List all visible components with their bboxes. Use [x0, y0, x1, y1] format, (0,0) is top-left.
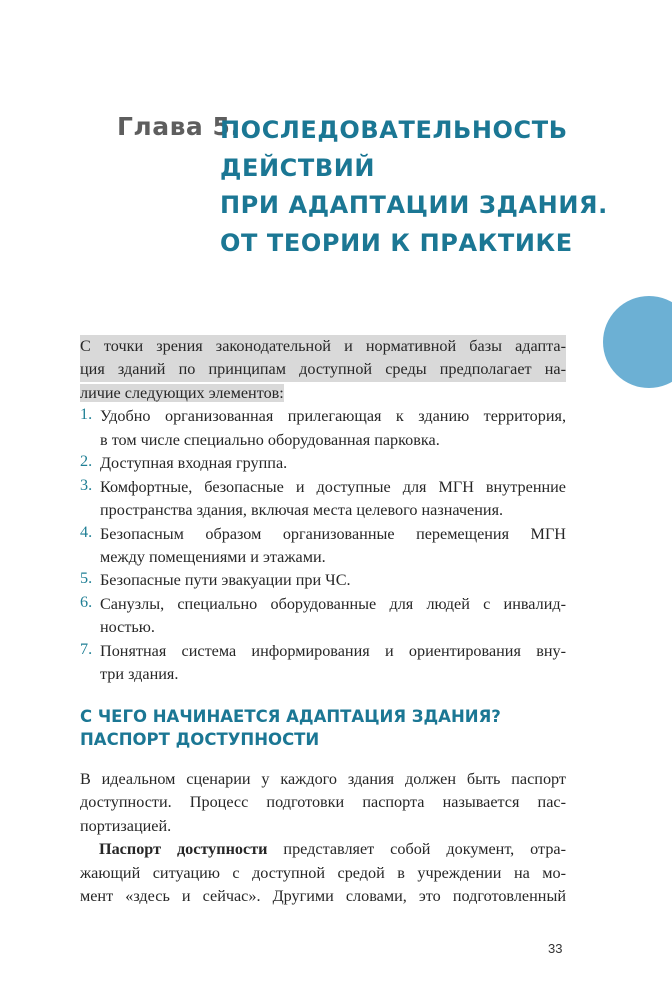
- list-number: 7.: [80, 639, 93, 658]
- list-number: 3.: [80, 475, 93, 494]
- list-item-line: ностью.: [100, 618, 155, 637]
- list-item: [80, 405, 566, 452]
- para-line: портизацией.: [80, 816, 172, 835]
- list-number: 1.: [80, 405, 93, 424]
- list-item-line: Доступная входная группа.: [100, 454, 288, 473]
- chapter-title: [220, 112, 608, 262]
- list-item-line: Понятная система информирования и ориентирования вну-: [100, 641, 566, 660]
- body-text: [80, 768, 566, 909]
- title-line: ПРИ АДАПТАЦИИ ЗДАНИЯ.: [220, 191, 608, 219]
- term-bold: Паспорт доступности: [99, 840, 268, 859]
- para-text: представляет собой документ, отра-: [267, 840, 566, 859]
- title-line: ДЕЙСТВИЙ: [220, 153, 376, 182]
- section-heading-line: ПАСПОРТ ДОСТУПНОСТИ: [80, 730, 320, 749]
- list-item: [80, 569, 566, 592]
- list-number: 5.: [80, 569, 93, 588]
- list-item-line: Удобно организованная прилегающая к зданию территория,: [100, 407, 566, 426]
- intro-line: ция зданий по принципам доступной среды предполагает на-: [80, 358, 566, 381]
- intro-block: [80, 335, 566, 687]
- list-number: 6.: [80, 592, 93, 611]
- title-line: ПОСЛЕДОВАТЕЛЬНОСТЬ: [220, 116, 568, 144]
- list-number: 2.: [80, 452, 93, 471]
- para-line: жающий ситуацию с доступной средой в учреждении на мо-: [80, 863, 566, 882]
- list-item-line: Санузлы, специально оборудованные для людей с инвалид-: [100, 594, 566, 613]
- list-item-line: Комфортные, безопасные и доступные для МГН внутренние: [100, 477, 566, 496]
- intro-line: С точки зрения законодательной и нормативной базы адапта-: [80, 335, 566, 358]
- section-heading: [80, 705, 501, 751]
- list-item-line: три здания.: [100, 665, 179, 684]
- para-line: В идеальном сценарии у каждого здания должен быть паспорт: [80, 770, 566, 788]
- para-line: доступности. Процесс подготовки паспорта называется пас-: [80, 793, 566, 812]
- list-item-line: Безопасные пути эвакуации при ЧС.: [100, 571, 351, 590]
- requirements-list: [80, 405, 566, 686]
- list-item: [80, 452, 566, 475]
- list-item-line: Безопасным образом организованные перемещения МГН: [100, 524, 566, 543]
- chapter-label: Глава 5.: [117, 112, 241, 141]
- title-line: ОТ ТЕОРИИ К ПРАКТИКЕ: [220, 228, 573, 257]
- intro-line: личие следующих элементов:: [80, 383, 284, 402]
- list-item-line: в том числе специально оборудованная парковка.: [100, 430, 440, 449]
- list-item-line: пространства здания, включая места целевого назначения.: [100, 501, 504, 520]
- list-number: 4.: [80, 522, 93, 541]
- list-item: [80, 523, 566, 570]
- list-item: [80, 640, 566, 687]
- list-item: [80, 593, 566, 640]
- decorative-circle: [603, 296, 672, 388]
- section-heading-line: С ЧЕГО НАЧИНАЕТСЯ АДАПТАЦИЯ ЗДАНИЯ?: [80, 707, 501, 726]
- list-item: [80, 476, 566, 523]
- para-line: мент «здесь и сейчас». Другими словами, это подготовленный: [80, 887, 566, 906]
- page-number: 33: [548, 941, 563, 956]
- list-item-line: между помещениями и этажами.: [100, 547, 326, 566]
